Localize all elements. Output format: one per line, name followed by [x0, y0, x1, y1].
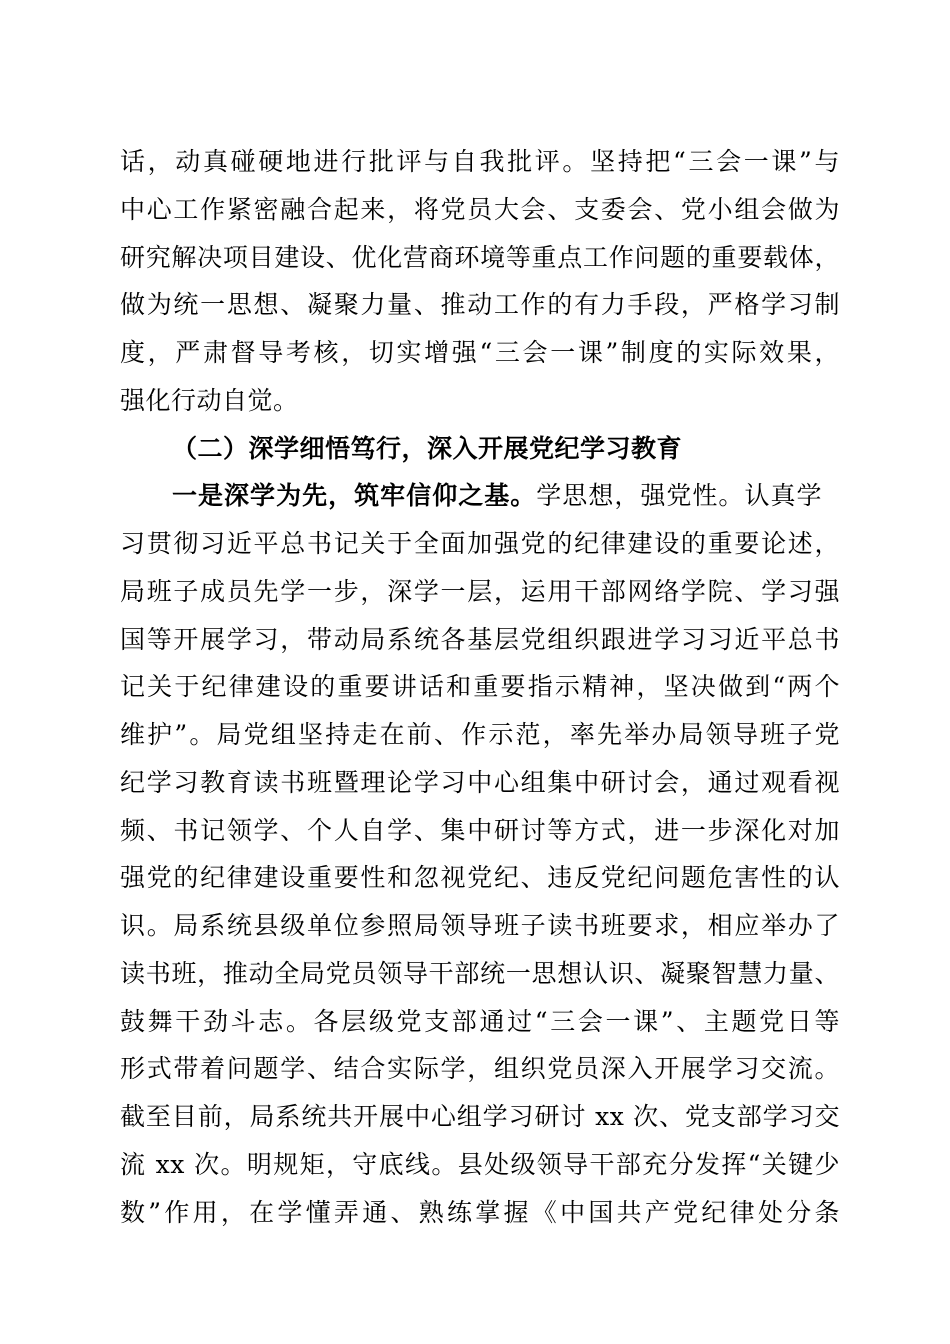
paragraph-line: 截至目前，局系统共开展中心组学习研讨 xx 次、党支部学习交	[120, 1102, 840, 1131]
section-heading: （二）深学细悟笃行，深入开展党纪学习教育	[172, 434, 683, 463]
paragraph-line: 流 xx 次。明规矩，守底线。县处级领导干部充分发挥“关键少	[120, 1150, 840, 1179]
paragraph-line: 局班子成员先学一步，深学一层，运用干部网络学院、学习强	[120, 577, 840, 606]
paragraph-line: 强党的纪律建设重要性和忽视党纪、违反党纪问题危害性的认	[120, 863, 840, 892]
paragraph-line: 国等开展学习，带动局系统各基层党组织跟进学习习近平总书	[120, 625, 840, 654]
lead-rest-text: 学思想，强党性。认真学	[536, 481, 822, 510]
paragraph-line: 度，严肃督导考核，切实增强“三会一课”制度的实际效果，	[120, 338, 840, 367]
paragraph-line: 纪学习教育读书班暨理论学习中心组集中研讨会，通过观看视	[120, 768, 840, 797]
paragraph-line: 研究解决项目建设、优化营商环境等重点工作问题的重要载体，	[120, 243, 840, 272]
paragraph-line: 记关于纪律建设的重要讲话和重要指示精神，坚决做到“两个	[120, 672, 840, 701]
paragraph-line: 话，动真碰硬地进行批评与自我批评。坚持把“三会一课”与	[120, 147, 840, 176]
paragraph-line: 习贯彻习近平总书记关于全面加强党的纪律建设的重要论述，	[120, 529, 840, 558]
lead-bold-text: 一是深学为先，筑牢信仰之基。	[172, 481, 537, 510]
paragraph-first-line	[172, 476, 822, 516]
paragraph-line: 数”作用，在学懂弄通、熟练掌握《中国共产党纪律处分条	[120, 1198, 840, 1227]
paragraph-line: 强化行动自觉。	[120, 386, 299, 415]
paragraph-line: 识。局系统县级单位参照局领导班子读书班要求，相应举办了	[120, 911, 840, 940]
paragraph-line: 频、书记领学、个人自学、集中研讨等方式，进一步深化对加	[120, 816, 840, 845]
paragraph-line: 维护”。局党组坚持走在前、作示范，率先举办局领导班子党	[120, 720, 840, 749]
paragraph-line: 鼓舞干劲斗志。各层级党支部通过“三会一课”、主题党日等	[120, 1007, 840, 1036]
paragraph-line: 读书班，推动全局党员领导干部统一思想认识、凝聚智慧力量、	[120, 959, 840, 988]
paragraph-line: 形式带着问题学、结合实际学，组织党员深入开展学习交流。	[120, 1054, 840, 1083]
paragraph-line: 做为统一思想、凝聚力量、推动工作的有力手段，严格学习制	[120, 290, 840, 319]
paragraph-line: 中心工作紧密融合起来，将党员大会、支委会、党小组会做为	[120, 195, 840, 224]
